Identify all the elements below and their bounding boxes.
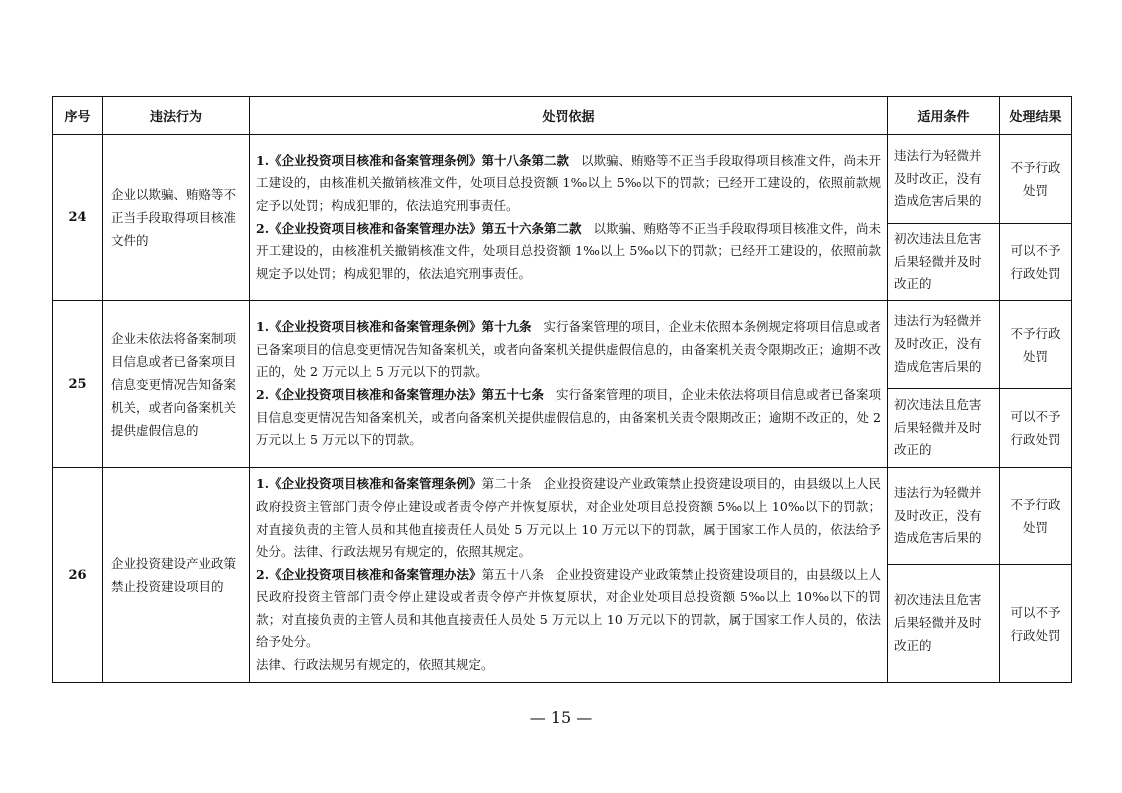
penalty-table (52, 96, 1072, 683)
basis-text: 以欺骗、贿赂等不正当手段取得项目核准文件，尚未开工建设的，由核准机关撤销核准文件，处项目总投资额 1‰以上 5‰以下的罚款；已经开工建设的，依照前款规定予以处罚；构成犯罪的，依法追究刑事责任。 (256, 152, 881, 213)
basis-head: 1.《企业投资项目核准和备案管理条例》第十八条第二款 (256, 152, 570, 168)
basis-head-article: 第五十八条 (481, 566, 545, 582)
header-seq: 序号 (53, 97, 103, 135)
table-row (53, 468, 1072, 565)
header-cond: 适用条件 (888, 97, 1000, 135)
condition-cell: 违法行为轻微并及时改正，没有造成危害后果的 (888, 301, 1000, 389)
basis-head: 2.《企业投资项目核准和备案管理办法》 (256, 566, 482, 582)
basis-text: 企业投资建设产业政策禁止投资建设项目的，由县级以上人民政府投资主管部门责令停止建设或者责令停产并恢复原状，对企业处项目总投资额 5‰以上 10‰以下的罚款；对直接负责的主管人员和其他直接责任人员处 5 万元以上 10 万元以下的罚款，属于国家工作人员的，依法给予处分。 (256, 566, 882, 650)
condition-cell: 违法行为轻微并及时改正，没有造成危害后果的 (888, 135, 1000, 224)
header-act: 违法行为 (103, 97, 250, 135)
row-number: 26 (53, 468, 103, 683)
basis-head-article: 第二十条 (481, 476, 532, 492)
violation-text: 企业未依法将备案制项目信息或者已备案项目信息变更情况告知备案机关，或者向备案机关提供虚假信息的 (103, 301, 250, 468)
basis-item (256, 384, 881, 452)
result-cell: 可以不予行政处罚 (1000, 389, 1072, 468)
basis-item (256, 473, 881, 563)
violation-text: 企业投资建设产业政策禁止投资建设项目的 (103, 468, 250, 683)
table-row (53, 301, 1072, 389)
basis-text: 实行备案管理的项目，企业未依照本条例规定将项目信息或者已备案项目的信息变更情况告知备案机关，或者向备案机关提供虚假信息的，由备案机关责令限期改正；逾期不改正的，处 2 万元以上 5 万元以下的罚款。 (256, 319, 882, 380)
result-cell: 可以不予行政处罚 (1000, 565, 1072, 683)
basis-item (256, 564, 881, 654)
page-number: — 15 — (529, 708, 593, 727)
condition-cell: 初次违法且危害后果轻微并及时改正的 (888, 389, 1000, 468)
basis-head: 1.《企业投资项目核准和备案管理条例》第十九条 (256, 319, 532, 335)
basis-text: 实行备案管理的项目，企业未依法将项目信息或者已备案项目信息变更情况告知备案机关，或者向备案机关提供虚假信息的，由备案机关责令限期改正；逾期不改正的，处 2 万元以上 5 万元以下的罚款。 (256, 387, 881, 448)
row-number: 25 (53, 301, 103, 468)
result-cell: 不予行政处罚 (1000, 468, 1072, 565)
condition-cell: 初次违法且危害后果轻微并及时改正的 (888, 224, 1000, 301)
result-cell: 不予行政处罚 (1000, 135, 1072, 224)
result-cell: 可以不予行政处罚 (1000, 224, 1072, 301)
basis-head: 2.《企业投资项目核准和备案管理办法》第五十六条第二款 (256, 220, 582, 236)
condition-cell: 初次违法且危害后果轻微并及时改正的 (888, 565, 1000, 683)
basis-item (256, 316, 881, 384)
basis-text: 企业投资建设产业政策禁止投资建设项目的，由县级以上人民政府投资主管部门责令停止建设或者责令停产并恢复原状，对企业处项目总投资额 5‰以上 10‰以下的罚款；对直接负责的主管人员和其他直接责任人员处 5 万元以上 10 万元以下的罚款，属于国家工作人员的，依法给予处分。法律、行政法规另有规定的，依照其规定。 (256, 476, 882, 560)
basis-item (256, 150, 881, 218)
basis-cell (250, 301, 888, 468)
basis-cell (250, 135, 888, 301)
basis-head: 2.《企业投资项目核准和备案管理办法》第五十七条 (256, 387, 545, 402)
header-basis: 处罚依据 (250, 97, 888, 135)
violation-text: 企业以欺骗、贿赂等不正当手段取得项目核准文件的 (103, 135, 250, 301)
basis-head: 1.《企业投资项目核准和备案管理条例》 (256, 476, 482, 492)
row-number: 24 (53, 135, 103, 301)
basis-cell (250, 468, 888, 683)
basis-item (256, 218, 881, 286)
basis-tail: 法律、行政法规另有规定的，依照其规定。 (256, 657, 494, 673)
header-row (53, 97, 1072, 135)
table-row (53, 135, 1072, 224)
basis-text: 以欺骗、贿赂等不正当手段取得项目核准文件，尚未开工建设的，由核准机关撤销核准文件，处项目总投资额 1‰以上 5‰以下的罚款；已经开工建设的，依照前款规定予以处罚；构成犯罪的，依法追究刑事责任。 (256, 220, 881, 281)
condition-cell: 违法行为轻微并及时改正，没有造成危害后果的 (888, 468, 1000, 565)
result-cell: 不予行政处罚 (1000, 301, 1072, 389)
header-result: 处理结果 (1000, 97, 1072, 135)
